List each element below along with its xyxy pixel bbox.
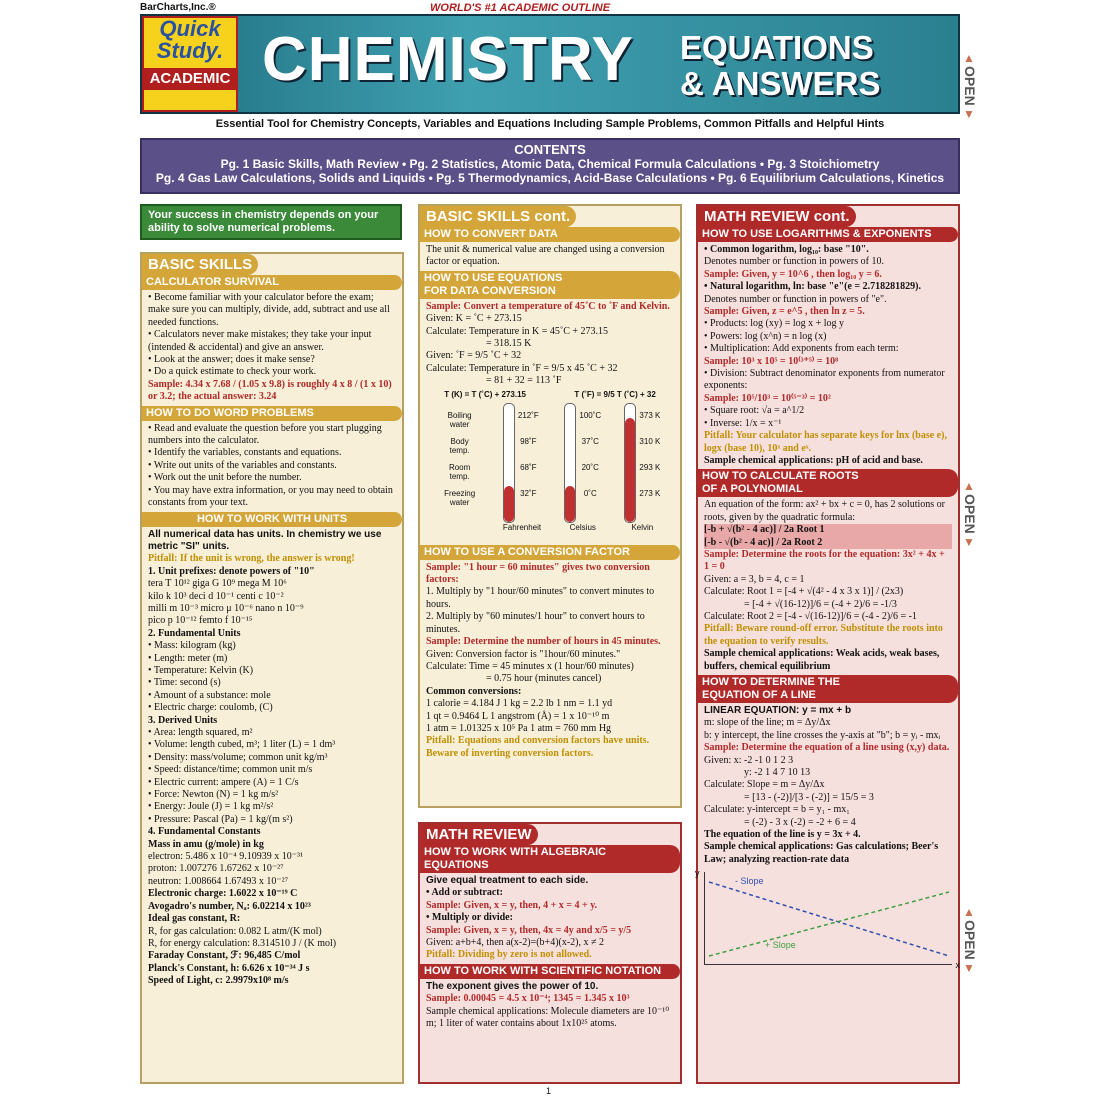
derived-row: • Volume: length cubed, m³; 1 liter (L) = 1 dm³ (148, 739, 336, 751)
constant-line: Avogadro's number, Nₐ: 6.02214 x 10²³ (148, 900, 311, 912)
list-item: • Do a quick estimate to check your work. (148, 366, 317, 378)
constants-row: neutron: 1.008664 1.67493 x 10⁻²⁷ (148, 875, 289, 887)
prefix-row: tera T 10¹² giga G 10⁹ mega M 10⁶ (148, 578, 287, 590)
list-item: 1. Multiply by "1 hour/60 minutes" to convert minutes to hours. (426, 586, 655, 610)
conversion-row: 1 atm = 1.01325 x 10⁵ Pa 1 atm = 760 mm Hg (426, 722, 612, 734)
thermometer-scale (518, 403, 539, 523)
list-item: • Division: Subtract denominator exponents from numerator exponents: (704, 368, 945, 392)
equation-line: Calculate: Slope = m = Δy/Δx (704, 779, 825, 791)
equation-line: Given: K = ˚C + 273.15 (426, 313, 522, 325)
list-item: • Common logarithm, log₁₀: base "10". (704, 244, 869, 255)
line-result: The equation of the line is y = 3x + 4. (704, 829, 861, 841)
application-text: Sample chemical applications: Molecule diameters are 10⁻¹⁰ m; 1 liter of water contains about 1x10²⁵ atoms. (426, 1005, 670, 1030)
list-item: Denotes number or function in powers of "e". (704, 293, 887, 305)
equation-line: = 318.15 K (486, 338, 532, 350)
slope-graph (695, 868, 960, 971)
derived-row: • Energy: Joule (J) = 1 kg m²/s² (148, 801, 274, 813)
page-title: CHEMISTRY (262, 25, 634, 94)
thermometer-row-label: Boiling water (447, 410, 472, 429)
contents-box (140, 138, 960, 194)
subtitle-line: HOW TO CALCULATE ROOTS (702, 470, 859, 483)
thermometer-fahrenheit (503, 403, 541, 541)
equation-line: Given: a+b+4, then a(x-2)=(b+4)(x-2), x ≠ 2 (426, 937, 604, 949)
list-item: • Natural logarithm, ln: base "e"(e = 2.718281829). (704, 281, 921, 293)
subtitle-roots (698, 469, 958, 497)
list-item: Denotes number or function in powers of 10. (704, 256, 884, 268)
subtitle-line-equation (698, 675, 958, 703)
scale-value: 373 K (639, 410, 661, 420)
word-problems-body (142, 421, 402, 512)
thermometer-figure (428, 403, 672, 541)
list-item: • Multiplication: Add exponents from each term: (704, 343, 899, 355)
list-item: 2. Multiply by "60 minutes/1 hour" to convert hours to minutes. (426, 611, 645, 635)
logo-line3: ACADEMIC (144, 68, 236, 90)
page-number: 1 (546, 1086, 552, 1096)
subtitle-convert-data: HOW TO CONVERT DATA (420, 227, 680, 242)
data-row: y: -2 1 4 7 10 13 (744, 767, 811, 779)
data-row: Given: x: -2 -1 0 1 2 3 (704, 754, 794, 766)
open-tab-label: OPEN (962, 920, 978, 960)
sci-lead: The exponent gives the power of 10. (426, 980, 599, 992)
units-body (142, 527, 402, 990)
thermometer-celsius (564, 403, 601, 541)
list-item: m: slope of the line; m = Δy/Δx (704, 717, 831, 729)
application-text: Sample chemical applications: Weak acids, weak bases, buffers, chemical equilibrium (704, 648, 940, 672)
subtitle-line: HOW TO USE EQUATIONS (424, 271, 563, 284)
triangle-icon: ▲ (963, 51, 975, 65)
triangle-icon: ▲ (963, 905, 975, 919)
x-axis-label: x (955, 960, 960, 971)
triangle-icon: ▼ (963, 960, 975, 975)
fundamental-row: • Amount of a substance: mole (148, 689, 271, 701)
publisher-name: BarCharts,Inc.® (140, 2, 216, 13)
thermometer-header: T (K) = T (˚C) + 273.15 (444, 389, 526, 399)
sample-text: Sample: 0.00045 = 4.5 x 10⁻⁴; 1345 = 1.345 x 10³ (426, 993, 630, 1005)
constants-row: electron: 5.486 x 10⁻⁴ 9.10939 x 10⁻³¹ (148, 851, 304, 863)
scientific-notation-body (420, 979, 680, 1033)
derived-row: • Area: length squared, m² (148, 727, 253, 738)
sample-text: Sample: Determine the equation of a line using (x,y) data. (704, 742, 950, 754)
derived-row: • Force: Newton (N) = 1 kg m/s² (148, 789, 279, 801)
equation-line: Given: Conversion factor is "1hour/60 minutes." (426, 648, 621, 660)
pitfall-text: Pitfall: Beware round-off error. Substitute the roots into the equation to verify results. (704, 623, 943, 647)
thermometer-icon (624, 403, 636, 523)
thermometer-name: Fahrenheit (502, 522, 542, 532)
open-tab-label: OPEN (962, 66, 978, 106)
line-equation-body (698, 703, 958, 868)
pitfall-text: Pitfall: Equations and conversion factors have units. Beware of inverting conversion factors. (426, 735, 650, 759)
intro-text: Essential Tool for Chemistry Concepts, Variables and Equations Including Sample Problems, Common Pitfalls and Helpful Hints (215, 118, 885, 130)
logarithms-body (698, 242, 958, 469)
list-item: • Work out the unit before the number. (148, 472, 302, 484)
list-item: • Add or subtract: (426, 887, 503, 899)
scale-value: 20˚C (581, 462, 599, 472)
fundamental-row: • Time: second (s) (148, 677, 221, 689)
application-text: Sample chemical applications: Gas calculations; Beer's Law; analyzing reaction-rate data (704, 841, 939, 865)
equation-line: Calculate: y-intercept = b = y₁ - mx₁ (704, 804, 850, 816)
triangle-icon: ▼ (963, 534, 975, 549)
positive-slope-label: + Slope (765, 940, 796, 951)
basic-skills-column (140, 252, 404, 1084)
list-item: • Calculators never make mistakes; they take your input (intended & accidental) and give an answer. (148, 329, 372, 353)
sample-text: Sample: 10³ x 10⁵ = 10⁽³⁺⁵⁾ = 10⁸ (704, 355, 839, 367)
negative-slope-label: - Slope (735, 876, 764, 887)
list-item: An equation of the form: ax² + bx + c = 0, has 2 solutions or roots, given by the quadratic formula: (704, 499, 945, 523)
section-title-basic-skills-cont: BASIC SKILLS cont. (420, 206, 576, 227)
math-review-column (418, 822, 682, 1084)
thermometer-row-label: Freezing water (444, 488, 476, 507)
scale-value: 37˚C (581, 436, 599, 446)
equation-line: Given: a = 3, b = 4, c = 1 (704, 573, 805, 585)
conversion-row: 1 calorie = 4.184 J 1 kg = 2.2 lb 1 nm = 1.1 yd (426, 698, 613, 710)
thermometer-row-label: Room temp. (448, 462, 471, 481)
thermometer-scale (639, 403, 660, 523)
contents-line2: Pg. 4 Gas Law Calculations, Solids and Liquids • Pg. 5 Thermodynamics, Acid-Base Calculations • Pg. 6 Equilibrium Calculations, Kinetics (155, 171, 945, 185)
triangle-icon: ▼ (963, 106, 975, 121)
constants-table-head: Mass in amu (g/mole) in kg (148, 838, 264, 850)
conversion-row: 1 qt = 0.9464 L 1 angstrom (Å) = 1 x 10⁻¹⁰ m (426, 710, 610, 722)
equation-line: Calculate: Temperature in K = 45˚C + 273.15 (426, 325, 609, 337)
common-conversions-head: Common conversions: (426, 685, 522, 697)
equation-line: Calculate: Root 1 = [-4 + √(4² - 4 x 3 x 1)] / (2x3) (704, 586, 904, 598)
subtitle-line: EQUATIONS (424, 859, 489, 871)
convert-data-body: The unit & numerical value are changed using a conversion factor or equation. (426, 244, 665, 268)
negative-slope-line (709, 882, 949, 956)
thermometer-scale (579, 403, 601, 523)
fundamental-head: 2. Fundamental Units (148, 627, 241, 639)
math-review-cont-column (696, 204, 960, 1084)
equation-line: Calculate: Root 2 = [-4 - √(16-12)]/6 = (-4 - 2)/6 = -1 (704, 610, 917, 622)
subtitle-logarithms: HOW TO USE LOGARITHMS & EXPONENTS (698, 227, 958, 242)
constant-line: Planck's Constant, h: 6.626 x 10⁻³⁴ J s (148, 962, 310, 974)
constant-line: Speed of Light, c: 2.9979x10⁸ m/s (148, 975, 289, 987)
thermometer-headers (420, 390, 680, 399)
thermometer-row-labels (440, 403, 480, 541)
thermometer-kelvin (624, 403, 660, 541)
sample-text: Sample: Determine the roots for the equation: 3x² + 4x + 1 = 0 (704, 548, 945, 573)
equation-line: = 81 + 32 = 113 ˚F (486, 375, 562, 387)
contents-heading: CONTENTS (514, 142, 586, 157)
contents-line1: Pg. 1 Basic Skills, Math Review • Pg. 2 Statistics, Atomic Data, Chemical Formula Calculations • Pg. 3 Stoichiometry (220, 157, 880, 171)
subtitle-line1: EQUATIONS (680, 29, 874, 66)
scale-value: 273 K (639, 488, 661, 498)
equation-line: = [-4 + √(16-12)]/6 = (-4 + 2)/6 = -1/3 (744, 598, 897, 610)
list-item: • Write out units of the variables and constants. (148, 459, 337, 471)
constants-row: proton: 1.007276 1.67262 x 10⁻²⁷ (148, 863, 284, 875)
constant-line: Ideal gas constant, R: (148, 913, 241, 925)
sample-text: Sample: Convert a temperature of 45˚C to ˚F and Kelvin. (426, 300, 670, 312)
subtitle-equations-conversion (420, 271, 680, 299)
roots-body (698, 497, 958, 675)
scale-value: 212˚F (517, 410, 539, 420)
list-item: b: y intercept, the line crosses the y-axis at "b"; b = yᵢ - mxᵢ (704, 729, 941, 741)
pitfall-text: Pitfall: Dividing by zero is not allowed. (426, 949, 592, 961)
equation-line: Given: ˚F = 9/5 ˚C + 32 (426, 350, 522, 362)
constant-line: R, for energy calculation: 8.314510 J / (K mol) (148, 937, 337, 949)
conversion-factor-body (420, 560, 680, 763)
derived-row: • Pressure: Pascal (Pa) = 1 kg/(m s²) (148, 813, 293, 825)
thermometer-name: Celsius (569, 522, 596, 532)
subtitle-line: HOW TO WORK WITH ALGEBRAIC (424, 846, 607, 858)
derived-row: • Density: mass/volume; common unit kg/m³ (148, 751, 328, 763)
subtitle-line: EQUATION OF A LINE (702, 689, 816, 701)
list-item: • Look at the answer; does it make sense? (148, 354, 315, 366)
y-axis-label: y (695, 868, 700, 879)
success-box: Your success in chemistry depends on your ability to solve numerical problems. (140, 204, 402, 240)
constants-head: 4. Fundamental Constants (148, 826, 261, 838)
thermometer-icon (503, 403, 515, 523)
scale-value: 100˚C (579, 410, 602, 420)
prefix-row: milli m 10⁻³ micro μ 10⁻⁶ nano n 10⁻⁹ (148, 602, 304, 614)
list-item: • Become familiar with your calculator before the exam; make sure you can multiply, divide, add, subtract and use all needed functions. (148, 292, 390, 328)
thermometer-name: Kelvin (631, 522, 654, 532)
equation-line: Calculate: Temperature in ˚F = 9/5 x 45 ˚C + 32 (426, 362, 618, 374)
derived-row: • Electric current: ampere (A) = 1 C/s (148, 776, 299, 788)
scale-value: 310 K (639, 436, 661, 446)
page-subtitle (680, 30, 880, 102)
subtitle-line: FOR DATA CONVERSION (424, 284, 556, 297)
sample-text: Sample: Determine the number of hours in 45 minutes. (426, 636, 661, 648)
scale-value: 293 K (639, 462, 661, 472)
units-lead: All numerical data has units. In chemistry we use metric "SI" units. (148, 528, 382, 552)
pitfall-text: Pitfall: If the unit is wrong, the answer is wrong! (148, 553, 355, 565)
open-tab-top[interactable] (962, 50, 976, 122)
list-item: • Inverse: 1/x = x⁻¹ (704, 417, 782, 429)
fundamental-row: • Temperature: Kelvin (K) (148, 664, 254, 676)
fundamental-row: • Length: meter (m) (148, 652, 228, 664)
list-item: • Products: log (xy) = log x + log y (704, 318, 845, 330)
scale-value: 0˚C (583, 488, 597, 498)
constant-line: R, for gas calculation: 0.082 L atm/(K mol) (148, 925, 322, 937)
section-title-math-review-cont: MATH REVIEW cont. (698, 206, 856, 227)
subtitle-work-with-units: HOW TO WORK WITH UNITS (142, 512, 402, 527)
sample-text: Sample: Given, x = y, then, 4x = 4y and x/5 = y/5 (426, 924, 632, 936)
derived-row: • Speed: distance/time; common unit m/s (148, 764, 313, 776)
logo-line1: Quick (159, 16, 221, 41)
subtitle-line2: & ANSWERS (680, 65, 881, 102)
subtitle-scientific-notation: HOW TO WORK WITH SCIENTIFIC NOTATION (420, 964, 680, 979)
subtitle-line: HOW TO DETERMINE THE (702, 676, 840, 688)
tagline: WORLD'S #1 ACADEMIC OUTLINE (430, 2, 611, 14)
subtitle-word-problems: HOW TO DO WORD PROBLEMS (142, 406, 402, 421)
scale-value: 68˚F (520, 462, 537, 472)
equation-line: = (-2) - 3 x (-2) = -2 + 6 = 4 (744, 816, 856, 828)
equation-line: = 0.75 hour (minutes cancel) (486, 673, 602, 685)
prefix-row: pico p 10⁻¹² femto f 10⁻¹⁵ (148, 615, 253, 627)
positive-slope-line (709, 892, 949, 956)
open-tab-label: OPEN (962, 494, 978, 534)
equations-body (420, 299, 680, 390)
list-item: • Identify the variables, constants and equations. (148, 447, 342, 459)
line-lead: LINEAR EQUATION: y = mx + b (704, 705, 852, 716)
derived-head: 3. Derived Units (148, 714, 218, 726)
open-tab-bottom[interactable] (962, 904, 976, 976)
fundamental-row: • Electric charge: coulomb, (C) (148, 702, 273, 714)
formula-root1: [-b + √(b² - 4 ac)] / 2a Root 1 (704, 524, 952, 536)
logo-line2: Study. (156, 38, 224, 63)
algebraic-body (420, 873, 680, 964)
subtitle-line: OF A POLYNOMIAL (702, 483, 803, 496)
subtitle-algebraic-equations (420, 845, 680, 873)
section-title-basic-skills: BASIC SKILLS (142, 254, 258, 275)
list-item: • You may have extra information, or you may need to obtain constants from your text. (148, 484, 393, 509)
sample-text: Sample: Given, y = 10^6 , then log₁₀ y = 6. (704, 268, 882, 280)
triangle-icon: ▲ (963, 479, 975, 493)
section-title-math-review: MATH REVIEW (420, 824, 538, 845)
quickstudy-logo (142, 16, 238, 112)
list-item: • Multiply or divide: (426, 912, 513, 924)
open-tab-middle[interactable] (962, 478, 976, 550)
list-item: • Powers: log (x^n) = n log (x) (704, 330, 827, 342)
formula-root2: [-b - √(b² - 4 ac)] / 2a Root 2 (704, 537, 952, 549)
sample-text: Sample: "1 hour = 60 minutes" gives two conversion factors: (426, 561, 650, 586)
list-item: • Square root: √a = a^1/2 (704, 405, 805, 417)
equation-line: Calculate: Time = 45 minutes x (1 hour/60 minutes) (426, 660, 634, 672)
calculator-survival-body (142, 290, 402, 406)
algebra-lead: Give equal treatment to each side. (426, 875, 589, 886)
application-text: Sample chemical applications: pH of acid and base. (704, 454, 923, 466)
thermometer-icon (564, 403, 576, 523)
constant-line: Electronic charge: 1.6022 x 10⁻¹⁹ C (148, 888, 298, 900)
constant-line: Faraday Constant, ℱ: 96,485 C/mol (148, 950, 301, 962)
subtitle-conversion-factor: HOW TO USE A CONVERSION FACTOR (420, 545, 680, 560)
fundamental-row: • Mass: kilogram (kg) (148, 640, 236, 652)
sample-text: Sample: Given, x = y, then, 4 + x = 4 + y. (426, 899, 598, 911)
scale-value: 32˚F (520, 488, 537, 498)
equation-line: = [13 - (-2)]/[3 - (-2)] = 15/5 = 3 (744, 791, 874, 803)
scale-value: 98˚F (520, 436, 537, 446)
subtitle-calculator-survival: CALCULATOR SURVIVAL (142, 275, 402, 290)
prefix-head: 1. Unit prefixes: denote powers of "10" (148, 565, 315, 577)
basic-skills-cont-column (418, 204, 682, 808)
thermometer-row-label: Body temp. (449, 436, 470, 455)
sample-text: Sample: 10⁵/10³ = 10⁽⁵⁻³⁾ = 10² (704, 392, 831, 404)
pitfall-text: Pitfall: Your calculator has separate keys for lnx (base e), logx (base 10), 10ˣ and eˣ. (704, 430, 947, 454)
thermometer-header: T (˚F) = 9/5 T (˚C) + 32 (574, 389, 656, 399)
prefix-row: kilo k 10³ deci d 10⁻¹ centi c 10⁻² (148, 590, 284, 602)
sample-text: Sample: 4.34 x 7.68 / (1.05 x 9.8) is roughly 4 x 8 / (1 x 10) or 3.2; the actual answer: 3.24 (148, 378, 392, 403)
list-item: • Read and evaluate the question before you start plugging numbers into the calculator. (148, 422, 382, 447)
sample-text: Sample: Given, z = e^5 , then ln z = 5. (704, 306, 865, 318)
